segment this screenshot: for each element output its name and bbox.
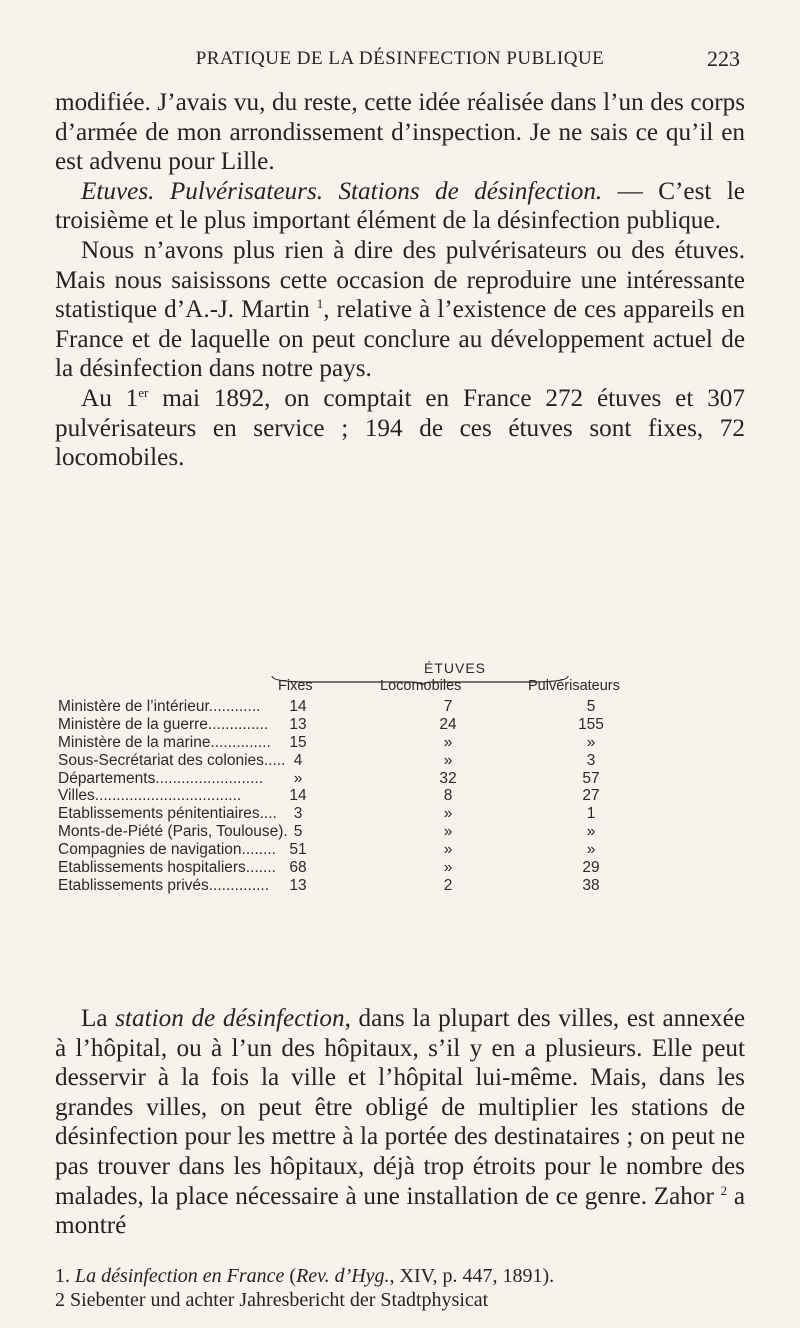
row-label: Compagnies de navigation........ — [58, 841, 276, 859]
paragraph-statistics-intro: Nous n’avons plus rien à dire des pulvérisateurs ou des étuves. Mais nous saisissons cette occasion de reproduire une intéressante statistique d’A.-J. Martin $^1$, relative à l’existence de ces appareils en France et de laquelle on peut conclure au développement actuel de la désinfection dans notre pays. — [55, 236, 745, 383]
footnotes — [55, 1264, 755, 1312]
cell-fixes: 15 — [289, 733, 307, 751]
cell-locomobiles: » — [443, 733, 453, 751]
row-label: Etablissements privés.............. — [58, 876, 270, 894]
table-group-header: ÉTUVES — [423, 660, 486, 676]
cell-pulverisateurs: 57 — [582, 769, 600, 787]
row-label: Ministère de la marine.............. — [58, 733, 271, 751]
cell-fixes: » — [293, 769, 303, 787]
cell-fixes: 5 — [293, 823, 303, 841]
emphasis-station: station de désinfection — [115, 1005, 345, 1032]
page-number: 223 — [707, 46, 740, 71]
running-title: PRATIQUE DE LA DÉSINFECTION PUBLIQUE — [195, 48, 605, 69]
cell-fixes: 13 — [289, 876, 307, 894]
main-text-top — [55, 88, 745, 473]
cell-pulverisateurs: » — [586, 733, 596, 751]
column-header-locomobiles: Locomobiles — [380, 678, 462, 694]
cell-fixes: 3 — [293, 805, 303, 823]
table-row — [58, 787, 748, 805]
row-label: Ministère de la guerre.............. — [58, 715, 269, 733]
column-header-fixes: Fixes — [278, 678, 313, 694]
footnote-ref-2: 2 — [720, 1182, 728, 1198]
paragraph-section-heading: Etuves. Pulvérisateurs. Stations de désinfection. — C’est le troisième et le plus important élément de la désinfection publique. — [55, 177, 745, 235]
page-header — [0, 44, 800, 80]
table-row — [58, 823, 748, 841]
cell-pulverisateurs: 38 — [582, 876, 600, 894]
column-header-pulverisateurs: Pulvérisateurs — [528, 678, 620, 694]
cell-pulverisateurs: 5 — [586, 698, 596, 715]
row-label: Départements......................... — [58, 769, 264, 787]
cell-locomobiles: 7 — [443, 698, 453, 715]
cell-pulverisateurs: » — [586, 823, 596, 841]
cell-pulverisateurs: 3 — [586, 751, 596, 769]
cell-pulverisateurs: » — [586, 841, 596, 859]
table-row — [58, 716, 748, 734]
cell-locomobiles: 32 — [439, 769, 457, 787]
table-body — [58, 698, 748, 895]
main-text-bottom — [55, 1004, 745, 1241]
cell-fixes: 68 — [289, 859, 307, 877]
row-label: Sous-Secrétariat des colonies..... — [58, 751, 286, 769]
row-label: Monts-de-Piété (Paris, Toulouse). — [58, 823, 288, 841]
table-row — [58, 859, 748, 877]
table-row — [58, 752, 748, 770]
footnote-ref-1: 1 — [316, 296, 324, 312]
footnote-2: 2 Siebenter und achter Jahresbericht der Stadtphysicat — [55, 1289, 489, 1311]
table-row — [58, 877, 748, 895]
cell-locomobiles: » — [443, 823, 453, 841]
cell-fixes: 13 — [289, 715, 307, 733]
row-label: Etablissements hospitaliers....... — [58, 859, 276, 877]
cell-locomobiles: » — [443, 805, 453, 823]
cell-locomobiles: 2 — [443, 876, 453, 894]
cell-locomobiles: 24 — [439, 715, 457, 733]
table-row — [58, 841, 748, 859]
cell-locomobiles: » — [443, 859, 453, 877]
cell-pulverisateurs: 155 — [578, 715, 604, 733]
cell-fixes: 14 — [289, 698, 307, 715]
paragraph-counts: Au 1er mai 1892, on comptait en France 272 étuves et 307 pulvérisateurs en service ; 194 de ces étuves sont fixes, 72 locomobiles. — [55, 384, 745, 472]
cell-fixes: 14 — [289, 787, 307, 805]
cell-locomobiles: » — [443, 751, 453, 769]
cell-locomobiles: » — [443, 841, 453, 859]
footnote-1: 1. La désinfection en France (Rev. d’Hyg., XIV, p. 447, 1891). — [55, 1265, 555, 1287]
cell-fixes: 4 — [293, 751, 303, 769]
table-row — [58, 805, 748, 823]
cell-pulverisateurs: 1 — [586, 805, 596, 823]
row-label: Ministère de l’intérieur............ — [58, 698, 261, 715]
row-label: Villes.................................. — [58, 787, 242, 805]
cell-locomobiles: 8 — [443, 787, 453, 805]
cell-pulverisateurs: 27 — [582, 787, 600, 805]
table-row — [58, 698, 748, 716]
paragraph-continuation: modifiée. J’avais vu, du reste, cette idée réalisée dans l’un des corps d’armée de mon arrondissement d’inspection. Je ne sais ce qu’il en est advenu pour Lille. — [55, 89, 745, 176]
paragraph-station: La station de désinfection, dans la plupart des villes, est annexée à l’hôpital, ou à l’un des hôpitaux, s’il y en a plusieurs. Elle peut desservir à la fois la ville et l’hôpital lui-même. Mais, dans les grandes villes, on peut être obligé de multiplier les stations de désinfection pour les mettre à la portée des destinataires ; on peut ne pas trouver dans les hôpitaux, déjà trop étroits pour le nombre des malades, la place nécessaire à une installation de ce genre. Zahor $^2$ a montré — [55, 1005, 746, 1240]
section-heading: Etuves. Pulvérisateurs. Stations de désinfection. — [81, 177, 603, 205]
cell-fixes: 51 — [289, 841, 307, 859]
row-label: Etablissements pénitentiaires.... — [58, 805, 277, 823]
cell-pulverisateurs: 29 — [582, 859, 600, 877]
table-row — [58, 734, 748, 752]
table-row — [58, 770, 748, 788]
